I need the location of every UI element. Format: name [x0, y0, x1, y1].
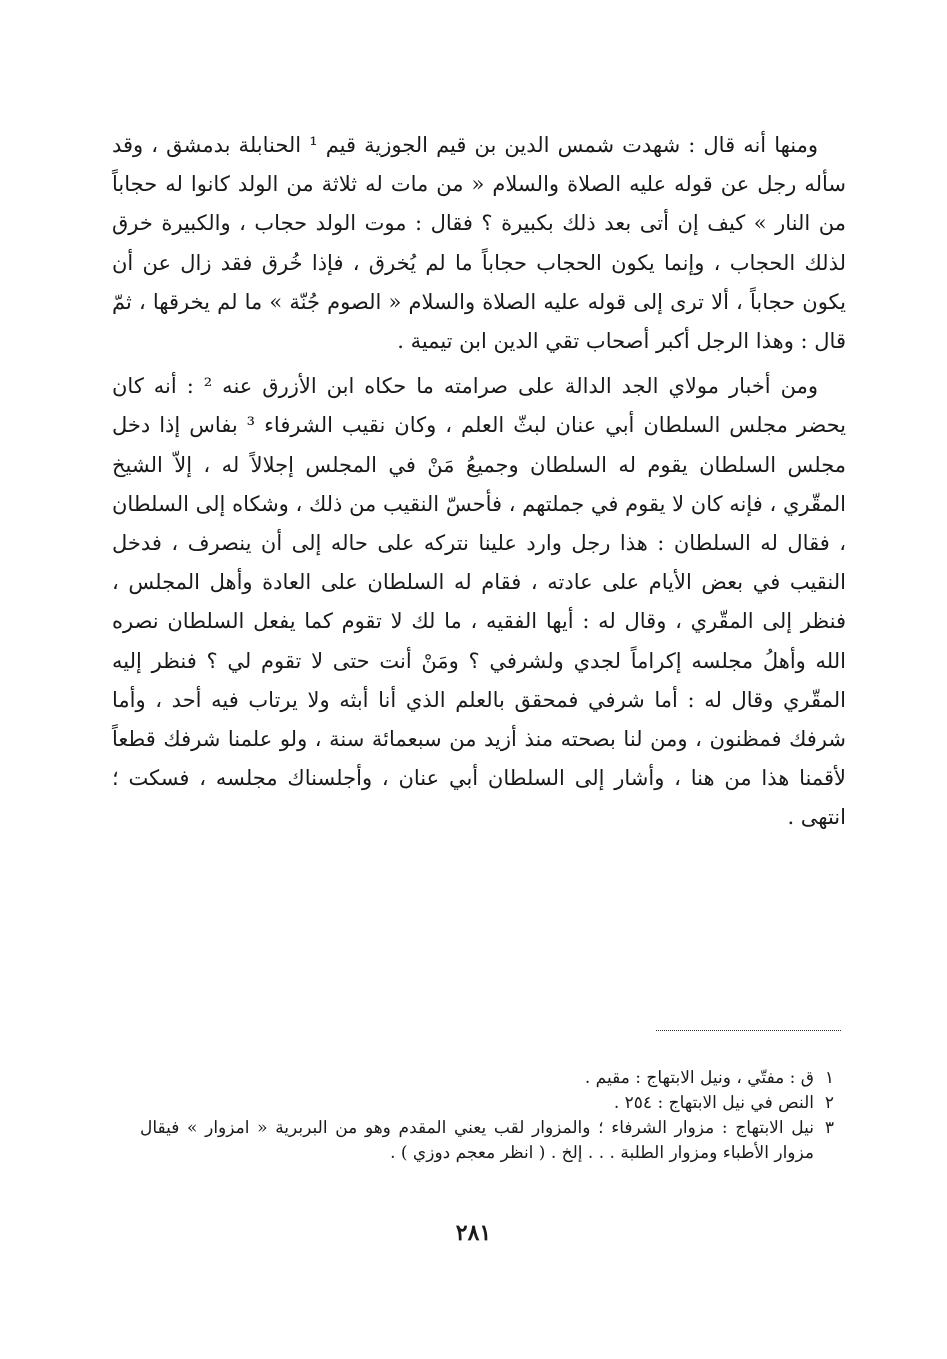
paragraph-1: ومنها أنه قال : شهدت شمس الدين بن قيم الجوزية قيم ¹ الحنابلة بدمشق ، وقد سأله رجل عن قوله عليه الصلاة والسلام « من مات له ثلاثة من الولد كانوا له حجاباً من النار » كيف إن أتى بعد ذلك بكبيرة ؟ فقال : موت الولد حجاب ، والكبيرة خرق لذلك الحجاب ، وإنما يكون الحجاب حجاباً ما لم يُخرق ، فإذا خُرق فقد زال عن أن يكون حجاباً ، ألا ترى إلى قوله عليه الصلاة والسلام « الصوم جُنّة » ما لم يخرقها ، ثمّ قال : وهذا الرجل أكبر أصحاب تقي الدين ابن تيمية . [112, 133, 846, 354]
footnote-number: ٣ [824, 1118, 834, 1138]
footnote-text: ق : مفتّي ، ونيل الابتهاج : مقيم . [584, 1068, 814, 1088]
footnote-number: ١ [824, 1068, 834, 1088]
paragraph-2: ومن أخبار مولاي الجد الدالة على صرامته ما حكاه ابن الأزرق عنه ² : أنه كان يحضر مجلس السلطان أبي عنان لبثّ العلم ، وكان نقيب الشرفاء ³ بفاس إذا دخل مجلس السلطان يقوم له السلطان وجميعُ مَنْ في المجلس إجلالاً له ، إلاّ الشيخ المقّري ، فإنه كان لا يقوم في جملتهم ، فأحسّ النقيب من ذلك ، وشكاه إلى السلطان ، فقال له السلطان : هذا رجل وارد علينا نتركه على حاله إلى أن ينصرف ، فدخل النقيب في بعض الأيام على عادته ، فقام له السلطان على العادة وأهل المجلس ، فنظر إلى المقّري ، وقال له : أيها الفقيه ، ما لك لا تقوم كما يفعل السلطان نصره الله وأهلُ مجلسه إكراماً لجدي ولشرفي ؟ ومَنْ أنت حتى لا تقوم لي ؟ فنظر إليه المقّري وقال له : أما شرفي فمحقق بالعلم الذي أنا أبثه ولا يرتاب فيه أحد ، وأما شرفك فمظنون ، ومن لنا بصحته منذ أزيد من سبعمائة سنة ، ولو علمنا شرفك قطعاً لأقمنا هذا من هنا ، وأشار إلى السلطان أبي عنان ، وأجلسناك مجلسه ، فسكت ؛ انتهى . [112, 374, 846, 830]
page-number: ٢٨١ [455, 1220, 492, 1246]
main-text-body [112, 126, 846, 838]
footnote-text: نيل الابتهاج : مزوار الشرفاء ؛ والمزوار لقب يعني المقدم وهو من البربرية « امزوار » فيقال مزوار الأطباء ومزوار الطلبة . . . إلخ . ( انظر معجم دوزي ) . [140, 1118, 814, 1163]
footnote-item [140, 1066, 834, 1091]
footnote-item [140, 1116, 834, 1166]
footnote-item [140, 1091, 834, 1116]
footnote-text: النص في نيل الابتهاج : ٢٥٤ . [613, 1093, 814, 1113]
footnote-number: ٢ [824, 1093, 834, 1113]
footnotes-list [140, 1066, 834, 1166]
footnote-separator [656, 1030, 841, 1031]
